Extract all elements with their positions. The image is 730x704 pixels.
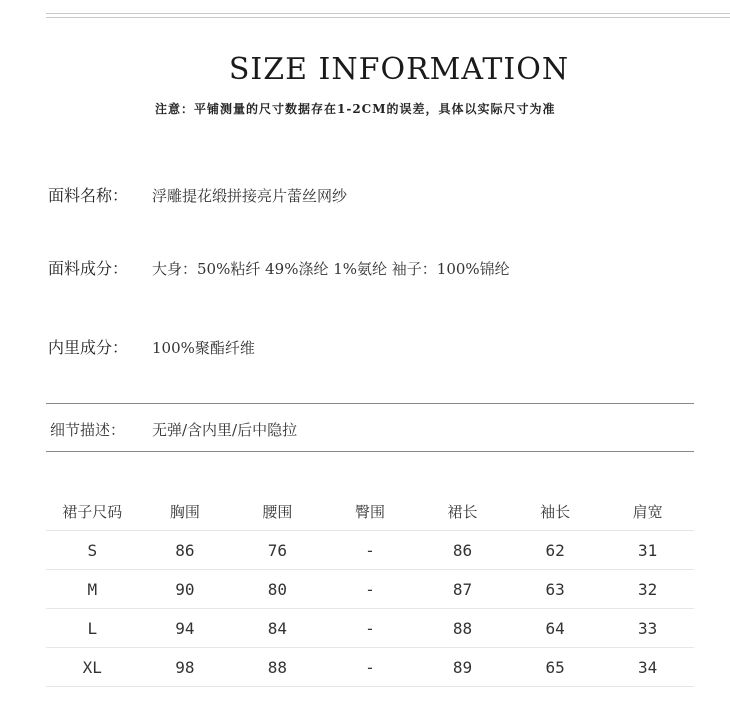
- table-cell: -: [365, 657, 375, 677]
- table-cell: M: [87, 579, 98, 599]
- table-cell: 80: [267, 579, 288, 599]
- table-row: [46, 531, 694, 570]
- table-cell: 87: [452, 579, 473, 599]
- header-waist: 腰围: [262, 502, 293, 521]
- table-cell: 34: [638, 657, 658, 677]
- table-cell: 32: [638, 579, 658, 599]
- header-size: 裙子尺码: [62, 502, 123, 521]
- table-cell: 76: [267, 540, 288, 560]
- fabric-name-label: 面料名称：: [48, 186, 129, 205]
- table-cell: 33: [638, 618, 658, 638]
- detail-label: 细节描述：: [50, 421, 126, 439]
- detail-row: [50, 419, 297, 440]
- header-bust: 胸围: [169, 502, 200, 521]
- measurement-note: 注意：平铺测量的尺寸数据存在1-2CM的误差，具体以实际尺寸为准: [155, 102, 556, 116]
- table-cell: 90: [175, 579, 195, 599]
- fabric-composition-label: 面料成分：: [48, 259, 129, 278]
- fabric-name-value: 浮雕提花缎拼接亮片蕾丝网纱: [152, 187, 348, 205]
- table-cell: 84: [267, 618, 288, 638]
- fabric-composition-row: [48, 256, 510, 279]
- table-cell: 88: [452, 618, 473, 638]
- fabric-composition-value: 大身：50%粘纤 49%涤纶 1%氨纶 袖子：100%锦纶: [152, 260, 510, 278]
- fabric-name-row: [48, 183, 347, 206]
- table-cell: XL: [82, 657, 102, 677]
- table-cell: 31: [638, 540, 658, 560]
- table-cell: L: [87, 618, 98, 638]
- lining-composition-label: 内里成分：: [48, 338, 129, 357]
- header-sleeve-length: 袖长: [540, 502, 571, 521]
- header-hip: 臀围: [354, 502, 385, 521]
- detail-bottom-divider: [46, 451, 694, 452]
- table-row: [46, 570, 694, 609]
- size-table-header: [46, 492, 694, 531]
- table-cell: 64: [545, 618, 565, 638]
- table-row: [46, 648, 694, 687]
- table-cell: 89: [452, 657, 473, 677]
- table-cell: 88: [267, 657, 288, 677]
- table-cell: 65: [545, 657, 565, 677]
- table-cell: 86: [175, 540, 195, 560]
- table-cell: 98: [175, 657, 195, 677]
- table-cell: -: [365, 579, 375, 599]
- lining-composition-value: 100%聚酯纤维: [152, 339, 255, 357]
- top-divider-line-2: [46, 17, 730, 18]
- table-cell: -: [365, 540, 375, 560]
- table-cell: -: [365, 618, 375, 638]
- table-cell: 62: [545, 540, 565, 560]
- header-shoulder-width: 肩宽: [632, 502, 663, 521]
- lining-composition-row: [48, 335, 255, 358]
- page-title: SIZE INFORMATION: [228, 52, 570, 87]
- detail-value: 无弹/含内里/后中隐拉: [152, 421, 298, 439]
- table-row: [46, 609, 694, 648]
- table-cell: 94: [175, 618, 195, 638]
- table-cell: S: [87, 540, 98, 560]
- size-table: [46, 492, 694, 687]
- table-cell: 63: [545, 579, 565, 599]
- table-cell: 86: [452, 540, 473, 560]
- header-skirt-length: 裙长: [447, 502, 478, 521]
- top-divider-line: [46, 13, 730, 14]
- detail-top-divider: [46, 403, 694, 404]
